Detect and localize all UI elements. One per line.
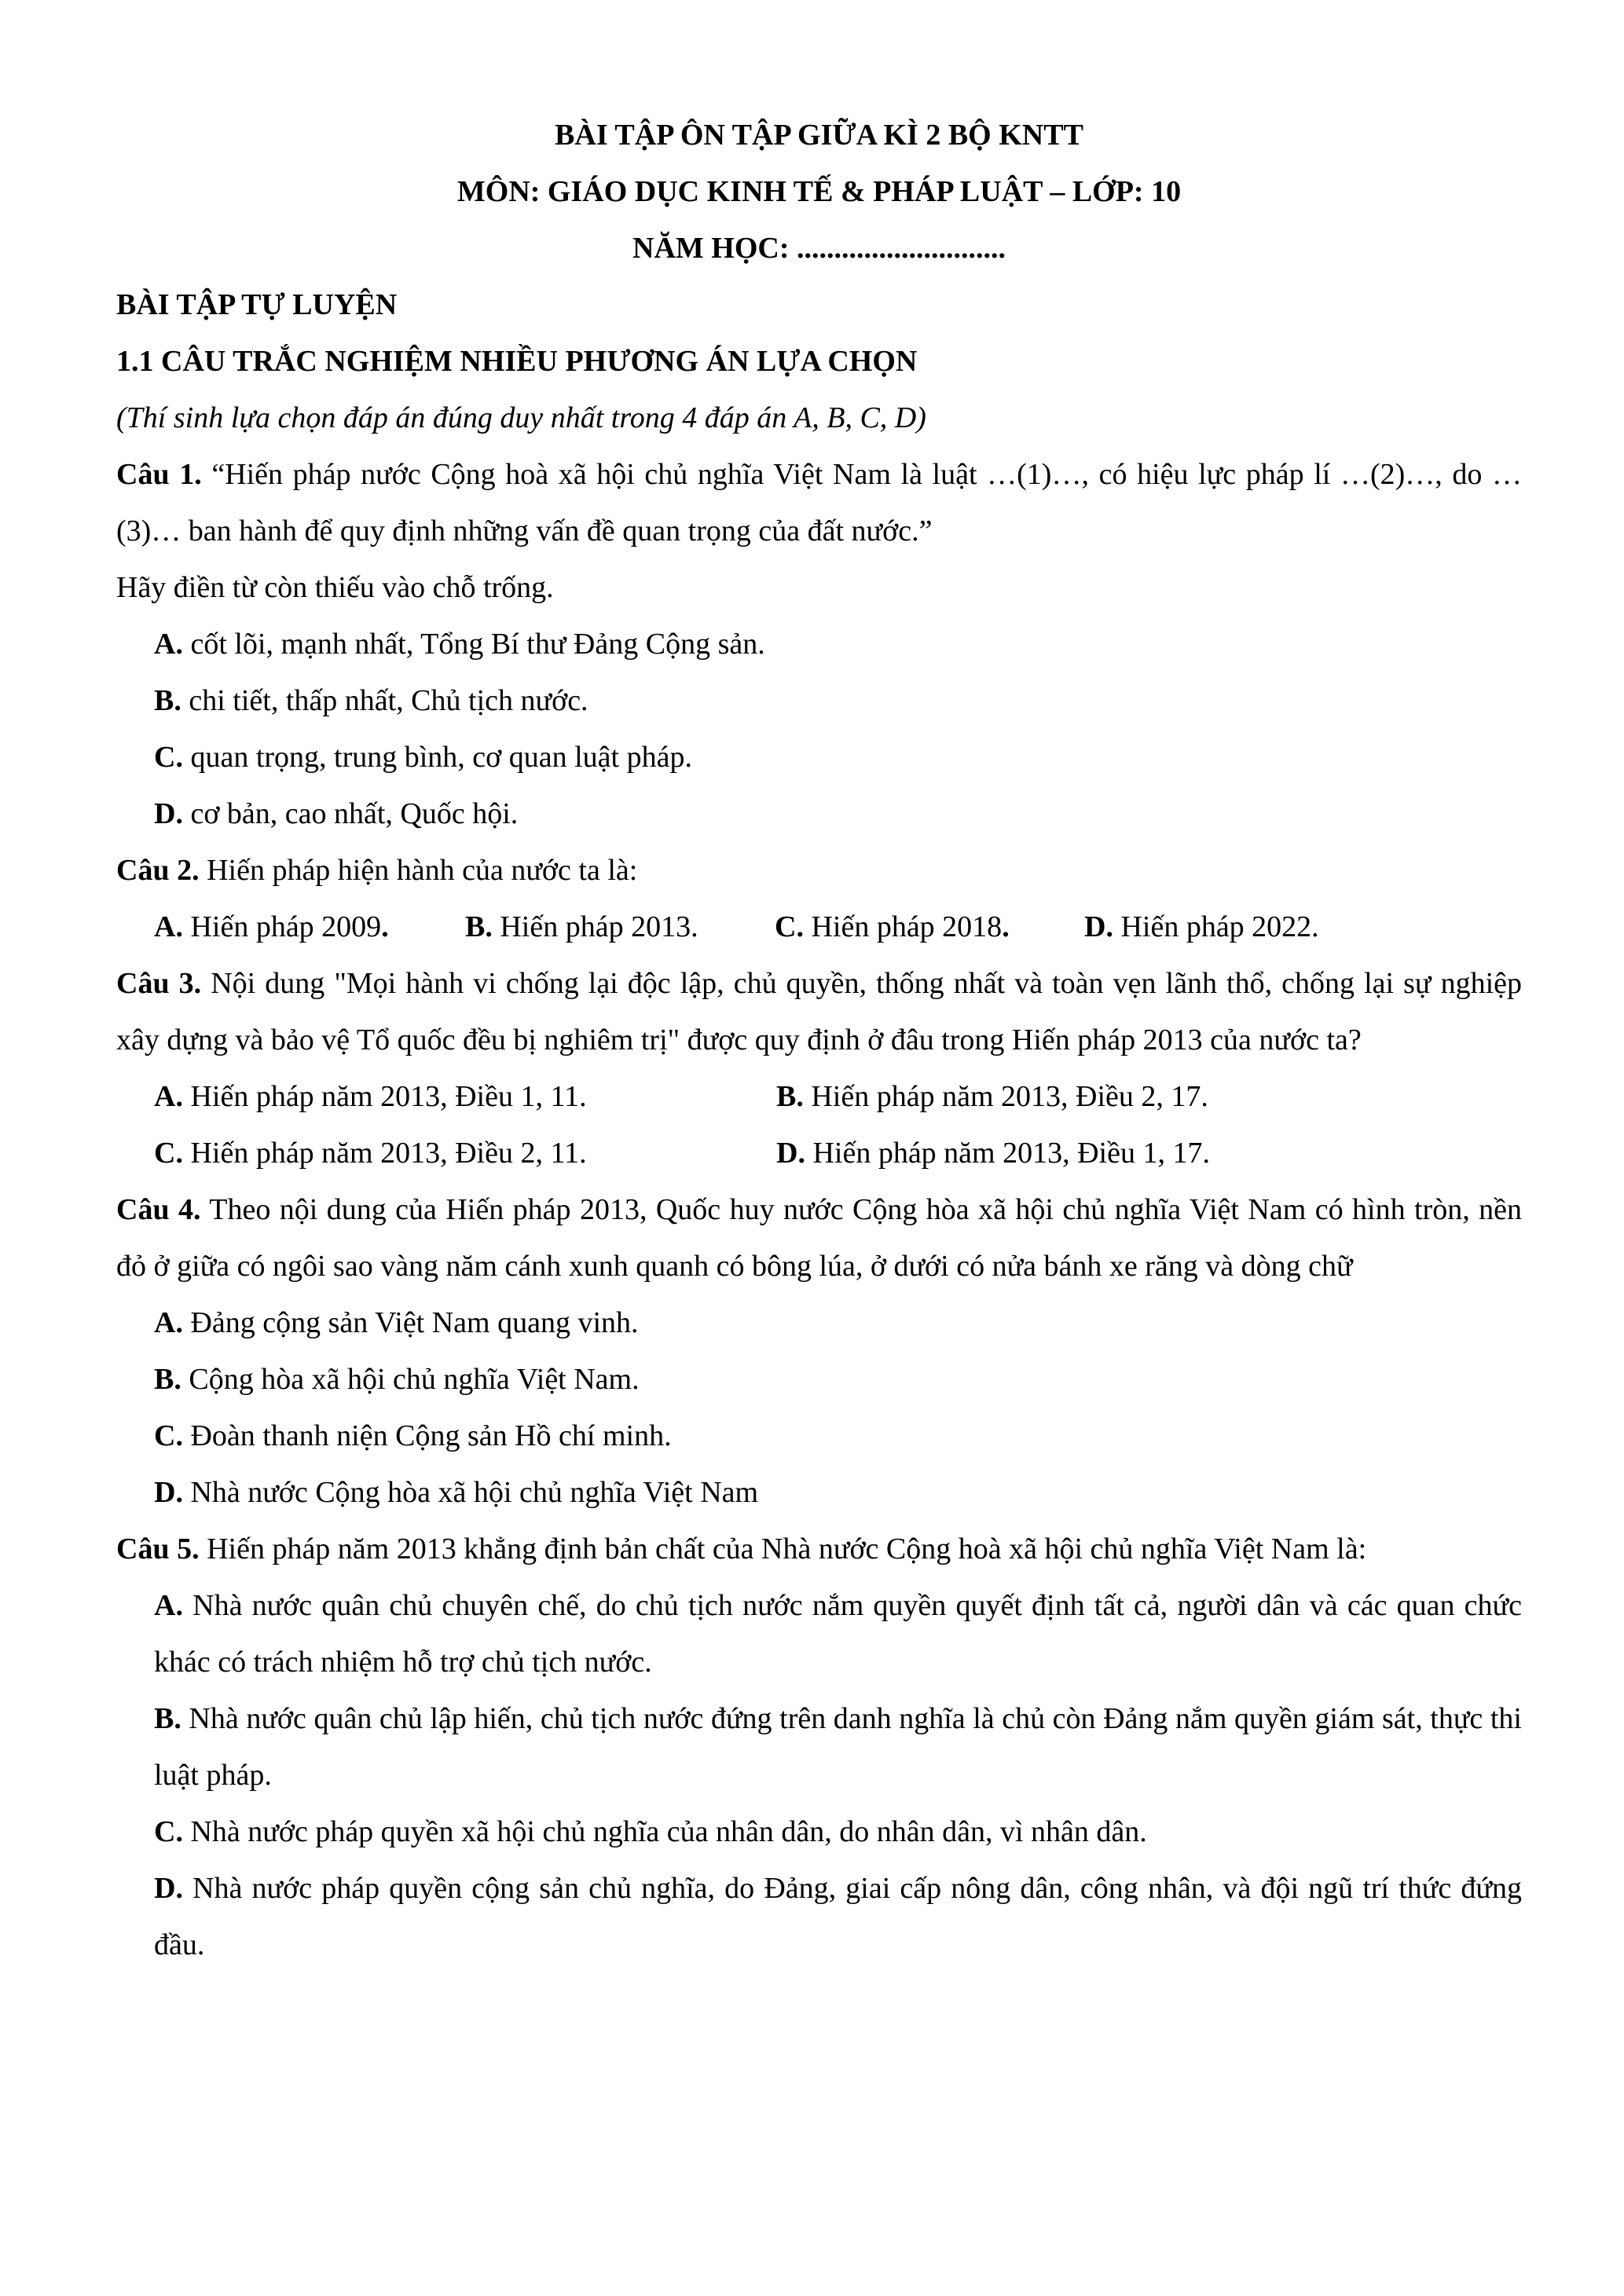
question-1-option-c: C. quan trọng, trung bình, cơ quan luật pháp.	[154, 741, 692, 774]
question-2-option-b: B. Hiến pháp 2013.	[465, 910, 698, 943]
question-2-option-a: A. Hiến pháp 2009.	[154, 910, 389, 943]
document-subject: MÔN: GIÁO DỤC KINH TẾ & PHÁP LUẬT – LỚP: 10	[456, 175, 1182, 208]
question-2-options	[116, 899, 1522, 955]
section-instruction: (Thí sinh lựa chọn đáp án đúng duy nhất trong 4 đáp án A, B, C, D)	[116, 401, 926, 434]
section-subheading: 1.1 CÂU TRẮC NGHIỆM NHIỀU PHƯƠNG ÁN LỰA CHỌN	[116, 345, 918, 378]
question-3-option-b: B. Hiến pháp năm 2013, Điều 2, 17.	[776, 1080, 1208, 1113]
question-5-option-d: D. Nhà nước pháp quyền cộng sản chủ nghĩa, do Đảng, giai cấp nông dân, công nhân, và đội ngũ trí thức đứng đầu.	[154, 1872, 1522, 1961]
question-1	[116, 446, 1522, 559]
question-3-options-row-1	[116, 1068, 1522, 1125]
question-3-option-d: D. Hiến pháp năm 2013, Điều 1, 17.	[776, 1137, 1210, 1170]
question-2	[116, 842, 1522, 899]
question-3	[116, 955, 1522, 1068]
question-5-option-b: B. Nhà nước quân chủ lập hiến, chủ tịch nước đứng trên danh nghĩa là chủ còn Đảng nắm quyền giám sát, thực thi luật pháp.	[154, 1702, 1522, 1792]
question-5-label: Câu 5.	[116, 1532, 200, 1565]
question-1-prompt: Hãy điền từ còn thiếu vào chỗ trống.	[116, 571, 554, 604]
question-5-option-a: A. Nhà nước quân chủ chuyên chế, do chủ tịch nước nắm quyền quyết định tất cả, người dân và các quan chức khác có trách nhiệm hỗ trợ chủ tịch nước.	[154, 1589, 1522, 1679]
question-4-text: Theo nội dung của Hiến pháp 2013, Quốc huy nước Cộng hòa xã hội chủ nghĩa Việt Nam có hình tròn, nền đỏ ở giữa có ngôi sao vàng năm cánh xunh quanh có bông lúa, ở dưới có nửa bánh xe răng và dòng chữ	[116, 1193, 1523, 1283]
question-4-option-a: A. Đảng cộng sản Việt Nam quang vinh.	[154, 1306, 639, 1339]
question-2-text: Hiến pháp hiện hành của nước ta là:	[199, 854, 638, 887]
document-title: BÀI TẬP ÔN TẬP GIỮA KÌ 2 BỘ KNTT	[555, 119, 1083, 152]
question-4-option-b: B. Cộng hòa xã hội chủ nghĩa Việt Nam.	[154, 1363, 640, 1396]
question-1-text: “Hiến pháp nước Cộng hoà xã hội chủ nghĩa Việt Nam là luật …(1)…, có hiệu lực pháp lí …(2)…, do …(3)… ban hành để quy định những vấn đề quan trọng của đất nước.”	[116, 458, 1523, 547]
question-2-label: Câu 2.	[116, 854, 200, 887]
question-3-options-row-2	[116, 1125, 1522, 1181]
question-5-text: Hiến pháp năm 2013 khẳng định bản chất của Nhà nước Cộng hoà xã hội chủ nghĩa Việt Nam là:	[199, 1532, 1367, 1565]
section-heading: BÀI TẬP TỰ LUYỆN	[116, 288, 398, 321]
question-2-option-c: C. Hiến pháp 2018.	[775, 910, 1010, 943]
question-1-option-d: D. cơ bản, cao nhất, Quốc hội.	[154, 797, 519, 830]
question-5-option-c: C. Nhà nước pháp quyền xã hội chủ nghĩa của nhân dân, do nhân dân, vì nhân dân.	[154, 1815, 1147, 1848]
question-3-option-a: A. Hiến pháp năm 2013, Điều 1, 11.	[154, 1080, 587, 1113]
question-1-option-b: B. chi tiết, thấp nhất, Chủ tịch nước.	[154, 684, 588, 717]
question-3-option-c: C. Hiến pháp năm 2013, Điều 2, 11.	[154, 1137, 587, 1170]
question-1-label: Câu 1.	[116, 458, 202, 491]
question-3-label: Câu 3.	[116, 967, 202, 1000]
question-4-option-c: C. Đoàn thanh niện Cộng sản Hồ chí minh.	[154, 1419, 672, 1452]
question-4-label: Câu 4.	[116, 1193, 201, 1226]
question-2-option-d: D. Hiến pháp 2022.	[1084, 910, 1319, 943]
question-5	[116, 1521, 1522, 1577]
document-year: NĂM HỌC: ............................	[632, 232, 1006, 265]
question-1-option-a: A. cốt lõi, mạnh nhất, Tổng Bí thư Đảng Cộng sản.	[154, 628, 765, 661]
question-4-option-d: D. Nhà nước Cộng hòa xã hội chủ nghĩa Việt Nam	[154, 1476, 759, 1509]
question-4	[116, 1181, 1522, 1294]
question-3-text: Nội dung "Mọi hành vi chống lại độc lập, chủ quyền, thống nhất và toàn vẹn lãnh thổ, chống lại sự nghiệp xây dựng và bảo vệ Tổ quốc đều bị nghiêm trị" được quy định ở đâu trong Hiến pháp 2013 của nước ta?	[116, 967, 1523, 1056]
